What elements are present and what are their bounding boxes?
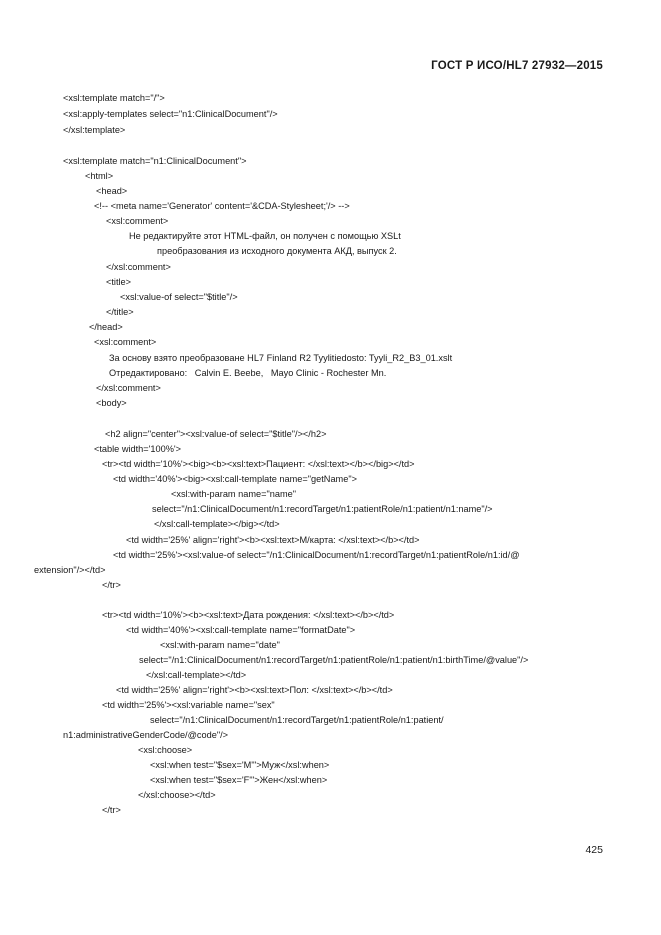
code-line: <!-- <meta name='Generator' content='&CDA-Stylesheet;'/> --> (94, 201, 350, 211)
code-line: <td width='25%' align='right'><b><xsl:text>Пол: </xsl:text></b></td> (116, 685, 393, 695)
code-line: Отредактировано: Calvin E. Beebe, Mayo Clinic - Rochester Mn. (109, 368, 387, 378)
code-line: </head> (89, 322, 123, 332)
code-line: </tr> (102, 805, 121, 815)
code-line: </xsl:call-template></td> (146, 670, 247, 680)
code-line: <xsl:choose> (138, 745, 193, 755)
code-line: <xsl:template match="n1:ClinicalDocument"> (63, 156, 247, 166)
code-line: За основу взято преобразоване HL7 Finland R2 Tyylitiedosto: Tyyli_R2_B3_01.xslt (109, 353, 453, 363)
code-line: <xsl:when test="$sex='M'">Муж</xsl:when> (150, 760, 330, 770)
code-line: <tr><td width='10%'><b><xsl:text>Дата рождения: </xsl:text></b></td> (102, 610, 395, 620)
code-line: <h2 align="center"><xsl:value-of select="$title"/></h2> (105, 429, 327, 439)
code-line: <xsl:when test="$sex='F'">Жен</xsl:when> (150, 775, 328, 785)
code-line: n1:administrativeGenderCode/@code"/> (63, 730, 229, 740)
code-line: <td width='25%'><xsl:value-of select="/n1:ClinicalDocument/n1:recordTarget/n1:patientRole/n1:id/@ (113, 550, 520, 560)
code-line: <html> (85, 171, 114, 181)
code-line: преобразования из исходного документа АКД, выпуск 2. (157, 246, 397, 256)
page-number: 425 (585, 844, 603, 856)
code-line: Не редактируйте этот HTML-файл, он получен с помощью XSLt (129, 231, 401, 241)
code-line: <body> (96, 398, 127, 408)
code-line: </xsl:comment> (106, 262, 171, 272)
code-line: select="/n1:ClinicalDocument/n1:recordTarget/n1:patientRole/n1:patient/ (150, 715, 444, 725)
code-line: <xsl:template match="/"> (63, 93, 165, 103)
code-line: select="/n1:ClinicalDocument/n1:recordTarget/n1:patientRole/n1:patient/n1:name"/> (152, 504, 493, 514)
code-line: <xsl:value-of select="$title"/> (120, 292, 238, 302)
code-line: <tr><td width='10%'><big><b><xsl:text>Пациент: </xsl:text></b></big></td> (102, 459, 415, 469)
code-line: <td width='40%'><xsl:call-template name="formatDate"> (126, 625, 356, 635)
code-line: <xsl:apply-templates select="n1:ClinicalDocument"/> (63, 109, 278, 119)
code-line: <td width='40%'><big><xsl:call-template name="getName"> (113, 474, 357, 484)
code-line: </xsl:call-template></big></td> (154, 519, 280, 529)
code-line: <xsl:with-param name="date" (160, 640, 280, 650)
code-line: extension"/></td> (34, 565, 106, 575)
code-line: <table width='100%'> (94, 444, 182, 454)
code-line: select="/n1:ClinicalDocument/n1:recordTarget/n1:patientRole/n1:patient/n1:birthTime/@value"/> (139, 655, 529, 665)
code-line: <td width='25%' align='right'><b><xsl:text>М/карта: </xsl:text></b></td> (126, 535, 420, 545)
code-line: <xsl:with-param name="name" (171, 489, 296, 499)
code-line: <xsl:comment> (94, 337, 157, 347)
code-line: </xsl:template> (63, 125, 126, 135)
code-line: </xsl:comment> (96, 383, 161, 393)
code-line: </title> (106, 307, 134, 317)
standard-header: ГОСТ Р ИСО/HL7 27932—2015 (431, 60, 603, 72)
code-line: <xsl:comment> (106, 216, 169, 226)
code-line: <title> (106, 277, 132, 287)
code-line: <head> (96, 186, 128, 196)
code-line: </xsl:choose></td> (138, 790, 216, 800)
code-line: <td width='25%'><xsl:variable name="sex" (102, 700, 275, 710)
code-line: </tr> (102, 580, 121, 590)
